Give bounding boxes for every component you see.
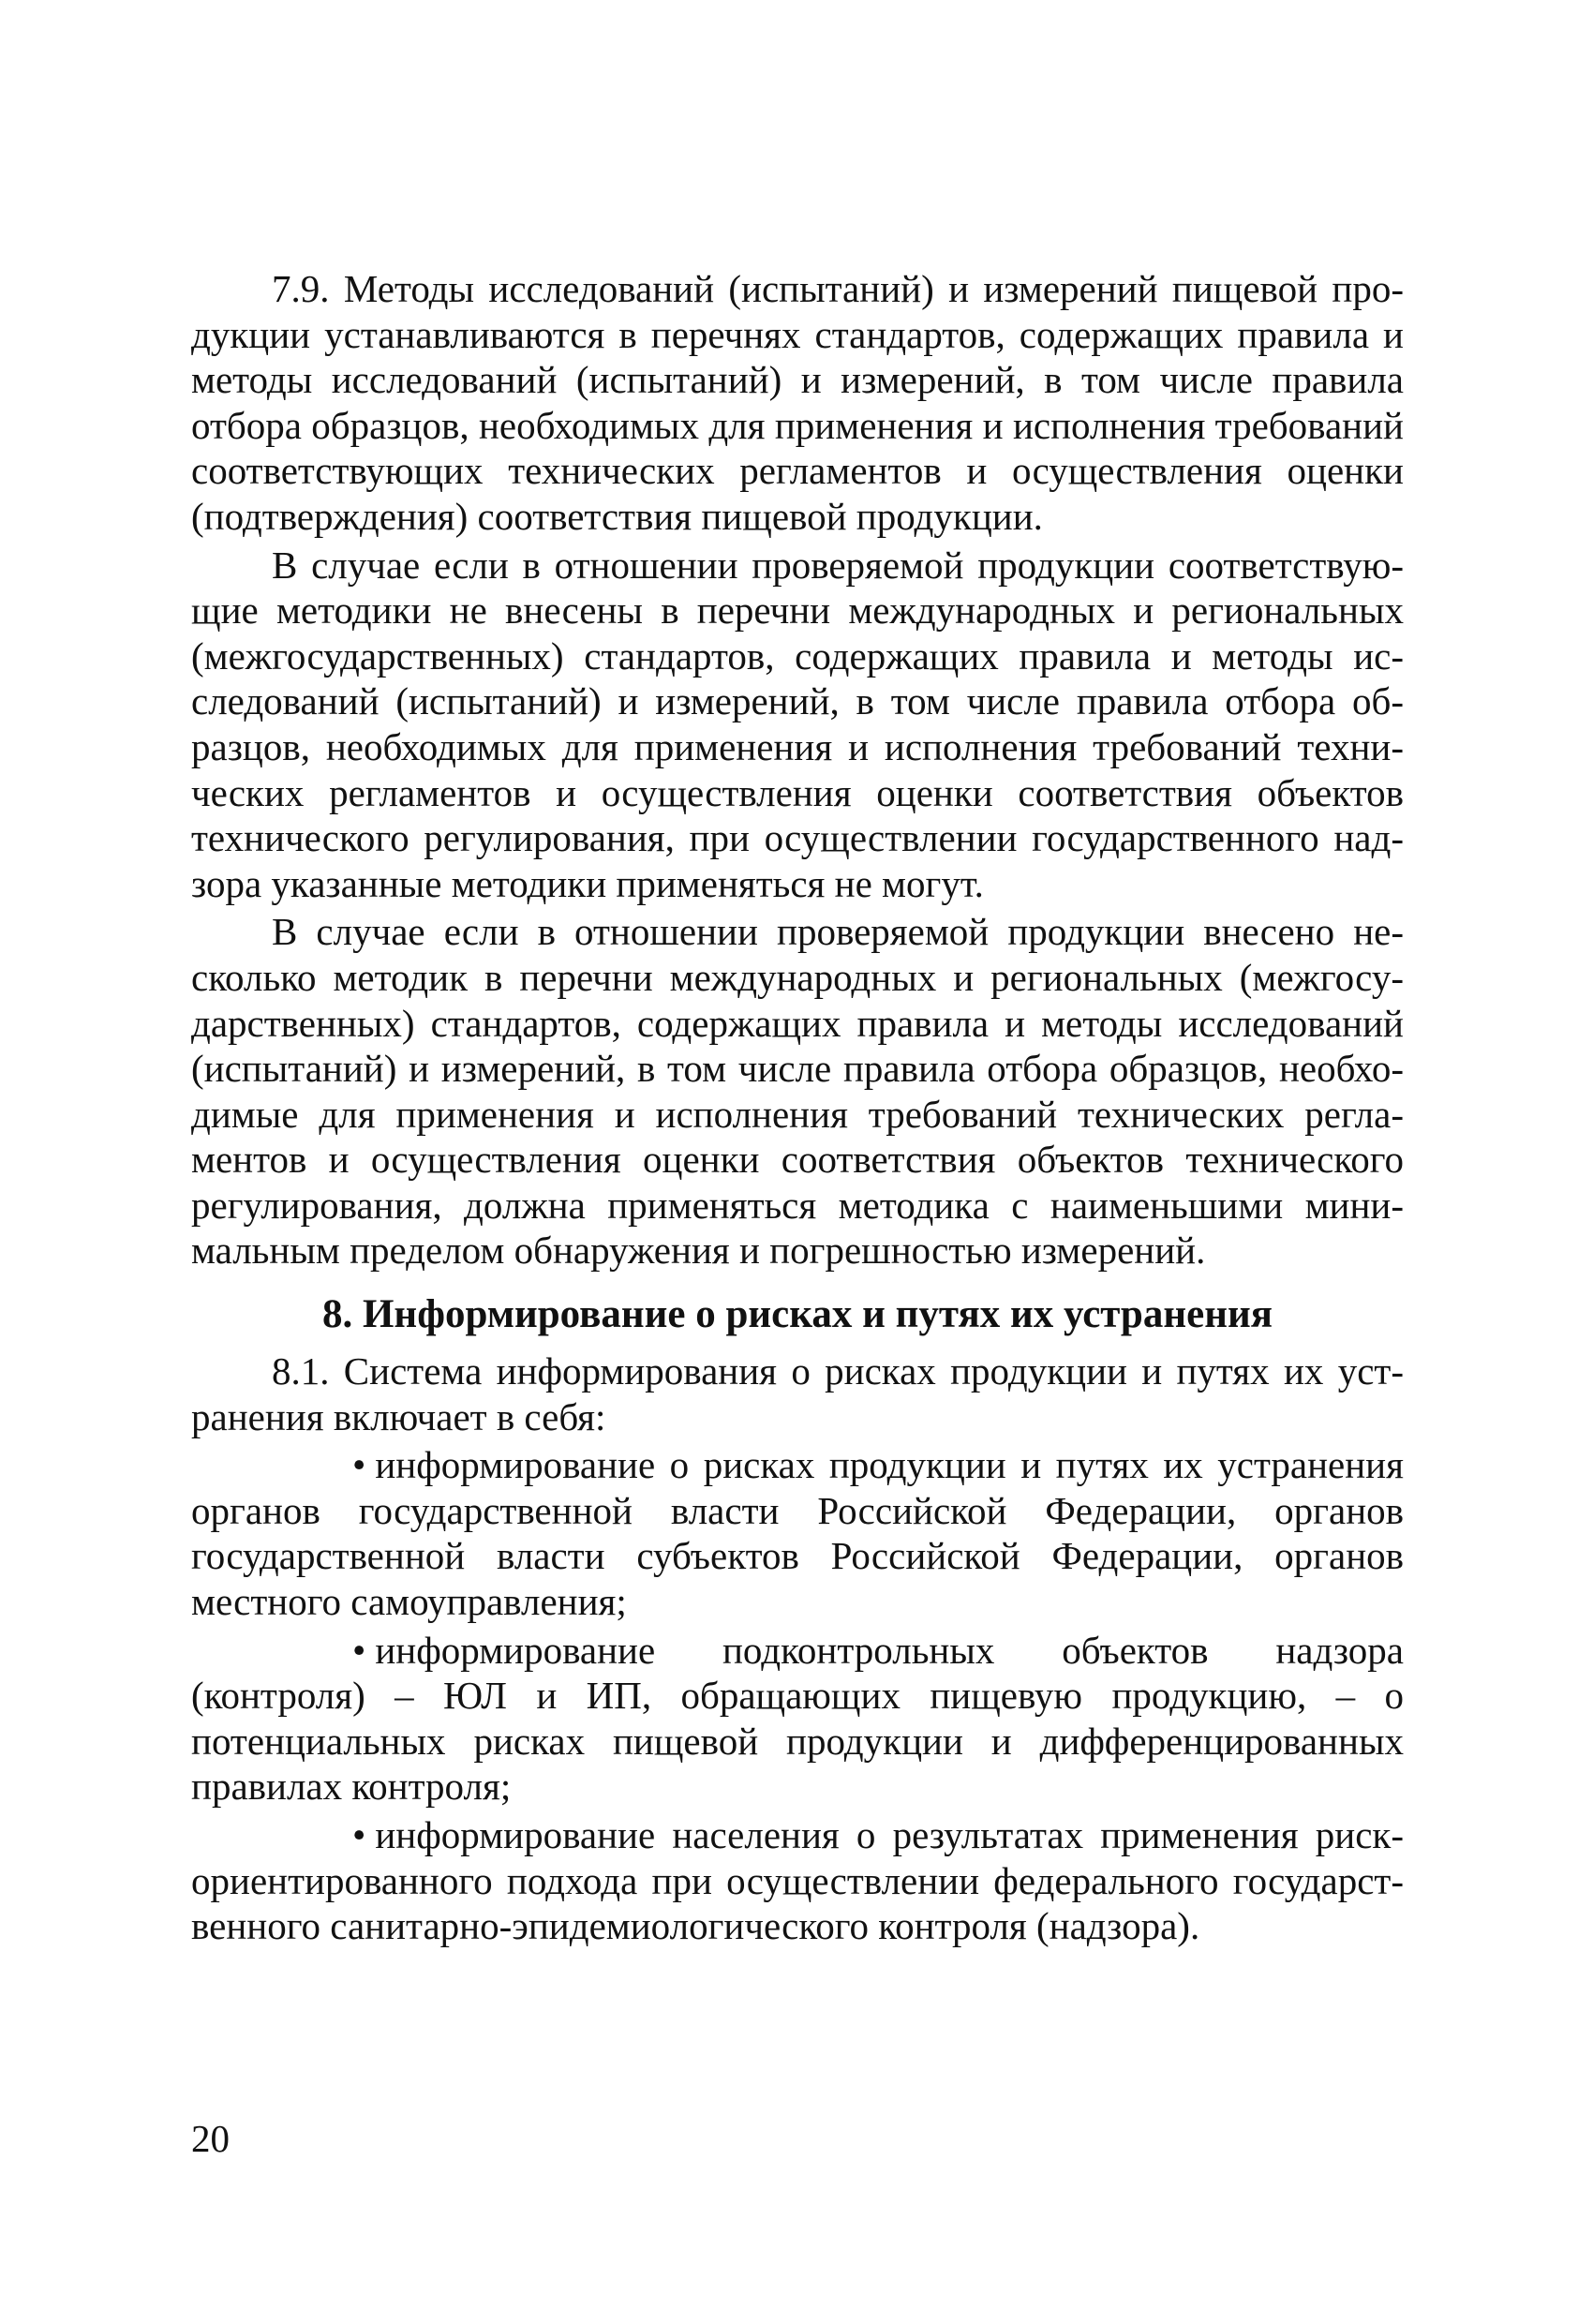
bullet-item-population xyxy=(191,1812,1404,1949)
section-8-heading: 8. Информирование о рисках и путях их устранения xyxy=(321,1292,1273,1337)
bullet-text: информирование о рисках продукции и путях их устранения органов государственной власти Российской Федерации, органов государственной власти субъектов Российской Федерации, органов местного самоуправления; xyxy=(191,1443,1404,1624)
bullet-icon: • xyxy=(352,1443,366,1487)
bullet-icon: • xyxy=(352,1813,366,1856)
bullet-text: информирование населения о результатах применения риск-ориентированного подхода при осуществлении федерального государственного санитарно-эпидемиологического контроля (надзора). xyxy=(191,1813,1404,1948)
bullet-item-authorities xyxy=(191,1442,1404,1624)
page-number: 20 xyxy=(191,2117,230,2160)
paragraph-7-9-case-not-listed: В случае если в отношении проверяемой продукции соответствующие методики не внесены в перечни международных и региональных (межгосударственных) стандартов, содержащих правила и методы исследований (испытаний) и измерений, в том числе правила отбора образцов, необходимых для применения и исполнения требований технических регламентов и осуществления оценки соответствия объектов технического регулирования, при осуществлении государственного надзора указанные методики применяться не могут. xyxy=(191,543,1404,905)
bullet-text: информирование подконтрольных объектов надзора (контроля) – ЮЛ и ИП, обращающих пищевую продукцию, – о потенциальных рисках пищевой продукции и дифференцированных правилах контроля; xyxy=(191,1628,1404,1809)
document-page xyxy=(191,266,1404,1949)
bullet-icon: • xyxy=(352,1628,366,1672)
paragraph-7-9: 7.9. Методы исследований (испытаний) и измерений пищевой продукции устанавливаются в перечнях стандартов, содержащих правила и методы исследований (испытаний) и измерений, в том числе правила отбора образцов, необходимых для применения и исполнения требований соответствующих технических регламентов и осуществления оценки (подтверждения) соответствия пищевой продукции. xyxy=(191,267,1404,538)
paragraph-7-9-case-several-methods: В случае если в отношении проверяемой продукции внесено несколько методик в перечни международных и региональных (межгосударственных) стандартов, содержащих правила и методы исследований (испытаний) и измерений, в том числе правила отбора образцов, необходимые для применения и исполнения требований технических регламентов и осуществления оценки соответствия объектов технического регулирования, должна применяться методика с наименьшими минимальным пределом обнаружения и погрешностью измерений. xyxy=(191,910,1404,1273)
bullet-item-supervised-objects xyxy=(191,1628,1404,1810)
paragraph-8-1: 8.1. Система информирования о рисках продукции и путях их устранения включает в себя: xyxy=(191,1349,1404,1438)
